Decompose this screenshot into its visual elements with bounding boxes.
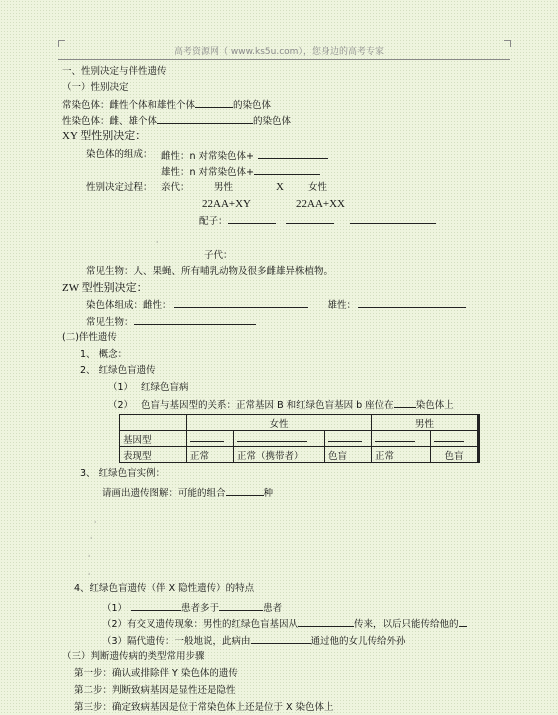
cb-sub-1-num: （1） [108,382,134,393]
blank [258,149,328,159]
phenotype-cell: 正常（携带者） [234,447,325,463]
autosome-line [62,98,271,112]
trait-3 [102,634,406,648]
blank [195,98,233,108]
zw-organisms-label: 常见生物： [86,317,134,328]
zw-composition [86,298,466,312]
trait-3-end: 通过他的女儿传给外孙 [310,636,406,647]
example-question [102,486,273,500]
blank [226,486,264,496]
table-cell [187,431,234,447]
row-label: 表现型 [120,447,187,463]
trait-2-text: （2）有交叉遗传现象：男性的红绿色盲基因从 [102,619,299,630]
blank [131,601,181,611]
trait-1-text: 患者多于 [181,603,220,614]
parent-label: 亲代： [161,182,190,193]
autosome-text: 常染色体：雌性个体和雄性个体 [62,100,196,111]
female-composition-text: 雌性：n 对常染色体+ [161,151,255,162]
table-row [120,431,479,447]
cb-sub-2 [108,398,454,412]
male-composition-text: 雄性：n 对常染色体+ [161,167,255,178]
blank [328,432,362,442]
male-header: 男性 [372,415,479,431]
phenotype-cell: 色盲 [431,447,479,463]
gamete-line [199,214,436,228]
cb-sub-2-num: （2） [108,400,134,411]
xy-title: XY 型性别决定： [62,130,147,142]
zw-title: ZW 型性别决定： [62,282,148,294]
genotype-table [119,414,480,463]
paragraph-mark: ˌ [156,235,159,244]
paragraph-mark: ˌ [90,531,93,540]
blank [237,432,307,442]
blank [219,601,263,611]
blank [298,617,354,627]
example-question-text: 请画出遗传图解：可能的组合 [102,488,226,499]
colorblind-item: 2、 红绿色盲遗传 [80,365,156,376]
trait-3-text: （3）隔代遗传：一般地说，此病由 [102,636,251,647]
parent-male: 男性 [214,182,234,193]
step-2: 第二步：判断致病基因是显性还是隐性 [74,685,236,696]
autosome-text-end: 的染色体 [233,100,272,111]
zw-comp-label: 染色体组成： [86,300,144,311]
table-cell [120,415,187,431]
subsection-title: （一）性别决定 [62,82,129,93]
male-composition [161,165,320,179]
female-header: 女性 [187,415,372,431]
section-3-title: （三）判断遗传病的类型常用步骤 [62,651,205,662]
gamete-label: 配子： [199,216,228,227]
trait-1 [102,601,282,615]
cb-sub-2-text: 色盲与基因型的关系：正常基因 B 和红绿色盲基因 b 座位在 [141,400,394,411]
paragraph-mark: ˌ [88,549,91,558]
blank [375,432,415,442]
paragraph-mark: ˌ [94,515,97,524]
offspring-label: 子代： [204,250,233,261]
phenotype-cell: 正常 [372,447,431,463]
parent-female: 女性 [308,182,328,193]
table-row [120,447,479,463]
table-cell [431,431,479,447]
example-item: 3、 红绿色盲实例： [80,468,166,479]
common-organisms-xy: 常见生物：人、果蝇、所有哺乳动物及很多雌雄异株植物。 [86,266,334,277]
concept-item: 1、 概念： [80,349,128,360]
phenotype-cell: 色盲 [325,447,372,463]
section-title: 一、性别决定与伴性遗传 [62,66,167,77]
trait-1-end: 患者 [263,603,283,614]
cb-sub-1 [108,382,189,394]
process-label: 性别决定过程： [86,182,153,193]
table-cell [325,431,372,447]
sex-chromosome-line [62,114,291,128]
row-label: 基因型 [120,431,187,447]
blank [459,617,467,627]
trait-1-num: （1） [102,603,128,614]
zw-organisms [86,315,256,329]
header-rule [58,59,510,60]
blank [254,165,320,175]
blank [350,214,436,224]
step-3: 第三步：确定致病基因是位于常染色体上还是位于 X 染色体上 [74,702,334,713]
blank [134,315,256,325]
example-question-end: 种 [263,488,274,499]
section-2-title: (二)伴性遗传 [62,332,117,343]
blank [174,298,308,308]
table-cell [234,431,325,447]
zw-female-label: 雌性： [143,300,172,311]
paragraph-mark: ˌ [88,567,91,576]
phenotype-cell: 正常 [187,447,234,463]
trait-2 [102,617,467,631]
step-1: 第一步：确认或排除伴 Y 染色体的遗传 [74,668,238,679]
female-composition [161,149,328,163]
male-genotype: 22AA+XY [202,198,251,210]
cb-sub-2-text-end: 染色体上 [415,400,454,411]
sex-chromosome-text: 性染色体：雌、雄个体 [62,116,158,127]
sex-chromosome-text-end: 的染色体 [253,116,292,127]
cross-symbol: X [276,181,284,193]
trait-2-end: 传来，以后只能传给他的 [354,619,459,630]
cb-sub-1-text: 红绿色盲病 [141,382,189,393]
comp-label: 染色体的组成： [86,149,153,160]
blank [190,432,224,442]
blank [358,298,466,308]
page-header: 高考资源网（ www.ks5u.com），您身边的高考专家 [174,47,384,57]
table-cell [372,431,431,447]
zw-male-label: 雄性： [327,300,357,311]
blank [228,214,276,224]
female-genotype: 22AA+XX [296,198,345,210]
blank [434,432,464,442]
traits-title: 4、红绿色盲遗传（伴 X 隐性遗传）的特点 [74,583,255,594]
blank [286,214,334,224]
table-row [120,415,479,431]
blank [157,114,253,124]
blank [251,634,311,644]
blank [394,398,416,408]
